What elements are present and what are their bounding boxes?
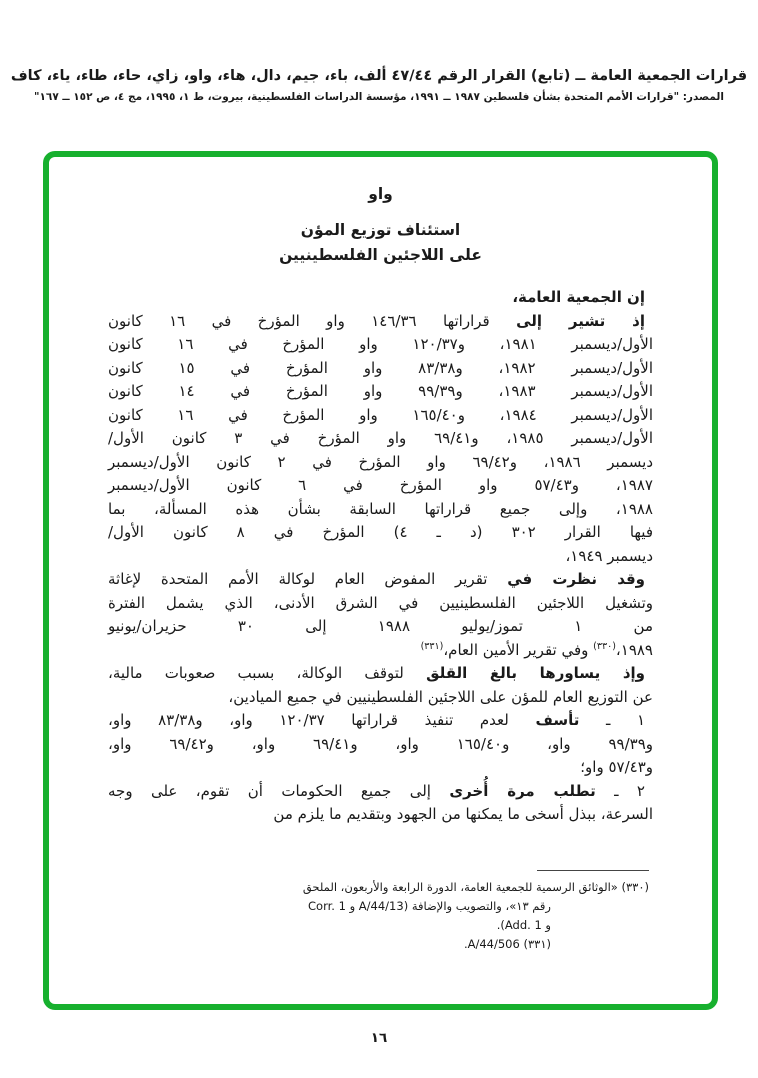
salutation: إن الجمعية العامة، [512, 288, 645, 306]
text-segment: وفي تقرير الأمين العام، [443, 640, 594, 659]
paragraph [108, 662, 653, 709]
body-line [108, 615, 653, 639]
bold-leadin: وإذ يساورها بالغ القلق [426, 664, 645, 682]
text-segment: تقرير المفوض العام لوكالة الأمم المتحدة لإغاثة [108, 570, 508, 588]
page-header [0, 68, 758, 103]
text-segment: الأول/ديسمبر ١٩٨٤، و١٦٥/٤٠ واو المؤرخ في ١٦ كانون [108, 405, 653, 424]
text-segment: عن التوزيع العام للمؤن على اللاجئين الفلسطينيين في جميع الميادين، [228, 687, 653, 706]
body-line [108, 639, 653, 663]
text-segment: ١٩٨٩، [615, 640, 653, 659]
text-segment: فيها القرار ٣٠٢ (د ـ ٤) المؤرخ في ٨ كانون الأول/ [108, 523, 654, 541]
body-line [108, 803, 653, 827]
body-line [108, 686, 653, 710]
text-segment: ديسمبر ١٩٨٦، و٦٩/٤٢ واو المؤرخ في ٢ كانون الأول/ديسمبر [108, 452, 653, 471]
body-line [108, 709, 653, 733]
paragraph [108, 568, 653, 662]
text-segment: ديسمبر ١٩٤٩، [565, 546, 653, 565]
bold-leadin: وقد نظرت في [507, 570, 645, 588]
text-segment: لتوقف الوكالة، بسبب صعوبات مالية، [108, 664, 427, 682]
body-line [108, 333, 653, 357]
footnote-separator [537, 870, 649, 871]
bold-leadin: إذ تشير إلى [516, 311, 645, 330]
document-title-line-1: استئناف توزيع المؤن [300, 221, 461, 239]
bold-leadin: تأسف [535, 711, 580, 729]
page-number: ١٦ [370, 1030, 388, 1046]
body-line [108, 733, 653, 757]
body-line [108, 521, 653, 545]
body-line [108, 662, 653, 686]
text-segment: السرعة، ببذل أسخى ما يمكنها من الجهود وبتقديم ما يلزم من [273, 805, 653, 823]
paragraph [108, 780, 653, 827]
footnote-list [299, 878, 649, 954]
body-line [108, 451, 653, 475]
footnotes [299, 870, 649, 954]
paragraph [108, 310, 653, 569]
bold-leadin: تطلب مرة أُخرى [449, 781, 596, 800]
body-line [108, 404, 653, 428]
text-segment: قراراتها ١٤٦/٣٦ واو المؤرخ في ١٦ كانون [108, 311, 517, 330]
text-segment: الأول/ديسمبر ١٩٨٥، و٦٩/٤١ واو المؤرخ في ٣ كانون الأول/ [108, 429, 653, 447]
footnote-line: رقم ١٣»، والتصويب والإضافة (A/44/13 و Corr. 1 و Add. 1). [308, 899, 551, 932]
body-line [108, 357, 653, 381]
footnote-line: (٣٣١) A/44/506. [463, 937, 551, 951]
header-source: المصدر: "قرارات الأمم المتحدة بشأن فلسطين ١٩٨٧ ــ ١٩٩١، مؤسسة الدراسات الفلسطينية، بيروت، ط ١، ١٩٩٥، مج ٤، ص ١٥٢ ــ ١٦٧" [34, 91, 724, 103]
document-content [108, 183, 653, 827]
text-segment: ١٩٨٧، و٥٧/٤٣ واو المؤرخ في ٦ كانون الأول/ديسمبر [108, 476, 653, 494]
body-line [108, 545, 653, 569]
body-line [108, 756, 653, 780]
text-segment: وتشغيل اللاجئين الفلسطينيين في الشرق الأدنى، الذي يشمل الفترة [108, 593, 653, 612]
body-line [108, 498, 653, 522]
text-segment: ١٩٨٨، وإلى جميع قراراتها السابقة بشأن هذه المسألة، بما [108, 499, 653, 518]
section-letter: واو [368, 185, 393, 203]
body-line [108, 380, 653, 404]
text-segment: ٢ ـ [595, 781, 645, 800]
footnote-line: (٣٣٠) «الوثائق الرسمية للجمعية العامة، الدورة الرابعة والأربعون، الملحق [302, 880, 649, 894]
text-segment: لعدم تنفيذ قراراتها ١٢٠/٣٧ واو، و٨٣/٣٨ واو، [108, 711, 536, 729]
document-body [108, 310, 653, 827]
document-heading [108, 183, 653, 268]
body-line [108, 474, 653, 498]
text-segment: و٩٩/٣٩ واو، و١٦٥/٤٠ واو، و٦٩/٤١ واو، و٦٩/٤٢ واو، [108, 734, 653, 753]
text-segment: و٥٧/٤٣ واو؛ [580, 758, 653, 776]
body-line [108, 568, 653, 592]
header-title: قرارات الجمعية العامة ــ (تابع) القرار الرقم ٤٧/٤٤ ألف، باء، جيم، دال، هاء، واو، زاي، حاء، طاء، ياء، كاف [10, 68, 748, 84]
body-line [108, 592, 653, 616]
text-segment: من ١ تموز/يوليو ١٩٨٨ إلى ٣٠ حزيران/يونيو [108, 617, 653, 635]
body-line [108, 427, 653, 451]
footnote-reference: (٣٣٠) [593, 640, 616, 652]
document-frame [43, 151, 718, 1010]
document-title-line-2: على اللاجئين الفلسطينيين [279, 246, 482, 264]
text-segment: إلى جميع الحكومات أن تقوم، على وجه [108, 781, 450, 800]
body-line [108, 310, 653, 334]
footnote-reference: (٣٣١) [420, 640, 444, 652]
text-segment: ١ ـ [579, 711, 646, 729]
text-segment: الأول/ديسمبر ١٩٨٢، و٨٣/٣٨ واو المؤرخ في ١٥ كانون [108, 358, 653, 377]
paragraph [108, 709, 653, 780]
body-line [108, 780, 653, 804]
text-segment: الأول/ديسمبر ١٩٨٣، و٩٩/٣٩ واو المؤرخ في ١٤ كانون [108, 382, 653, 400]
text-segment: الأول/ديسمبر ١٩٨١، و١٢٠/٣٧ واو المؤرخ في ١٦ كانون [108, 335, 653, 353]
